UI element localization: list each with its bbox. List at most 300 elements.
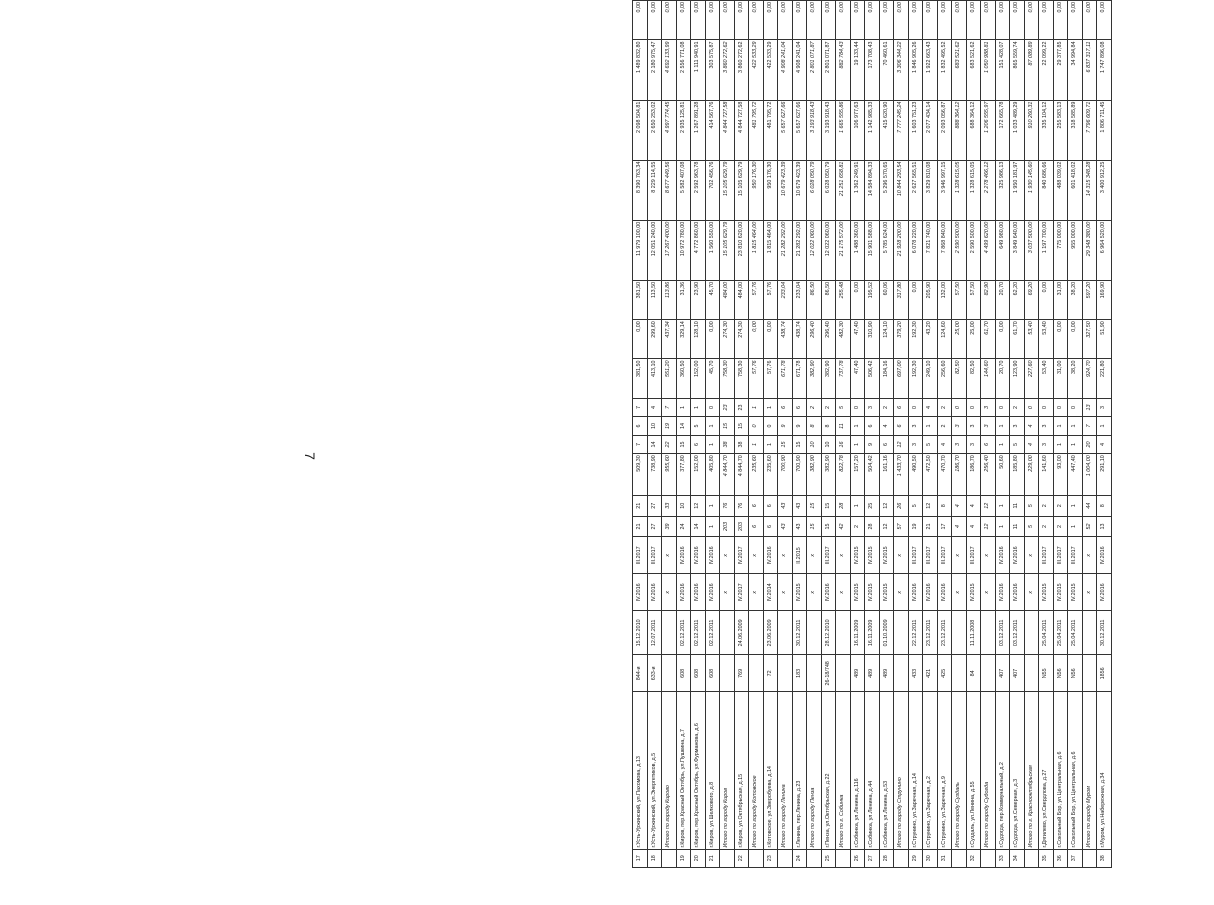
cell-a: 4 <box>966 516 981 537</box>
cell-c: 700,90 <box>778 454 793 496</box>
cell-h: 128,10 <box>691 320 706 359</box>
cell-k: 1 950 181,97 <box>1010 160 1025 220</box>
cell-date <box>1024 611 1039 655</box>
cell-g: 256,60 <box>937 359 952 398</box>
cell-reg <box>807 655 822 692</box>
cell-date: 23.12.2011 <box>937 611 952 655</box>
cell-d: 15 <box>676 435 691 453</box>
cell-addr: г.Котовское, ул.Зверобуева, д.14 <box>763 692 778 849</box>
cell-q: IV.2015 <box>865 574 880 611</box>
cell-d: 20 <box>1082 435 1097 453</box>
cell-g: 360,50 <box>676 359 691 398</box>
cell-q2: III.2017 <box>821 537 836 574</box>
cell-o: 0,00 <box>734 1 749 40</box>
cell-k: 15 105 629,79 <box>734 160 749 220</box>
cell-a: 13 <box>1097 516 1112 537</box>
cell-h: 310,90 <box>865 320 880 359</box>
cell-o: 0,00 <box>792 1 807 40</box>
cell-m: 34 994,84 <box>1068 40 1083 100</box>
cell-k: 2 592 963,78 <box>691 160 706 220</box>
cell-reg: 421 <box>923 655 938 692</box>
cell-l: 2 935 125,81 <box>676 100 691 160</box>
cell-m: 1 846 905,26 <box>908 40 923 100</box>
cell-j: 3 849 640,00 <box>1010 220 1025 280</box>
cell-q2: IV.2016 <box>691 537 706 574</box>
cell-reg: 1856 <box>1097 655 1112 692</box>
cell-date: 25.04.2011 <box>1053 611 1068 655</box>
cell-addr: Итого по городу Ленина <box>778 692 793 849</box>
cell-k: 15 105 629,79 <box>720 160 735 220</box>
cell-h: 192,30 <box>908 320 923 359</box>
cell-e: 10 <box>647 417 662 435</box>
cell-j: 10 972 780,00 <box>676 220 691 280</box>
cell-d: 10 <box>807 435 822 453</box>
cell-o: 0,00 <box>894 1 909 40</box>
cell-q: IV.2016 <box>923 574 938 611</box>
cell-d: 3 <box>1039 435 1054 453</box>
cell-m: 1 832 495,52 <box>937 40 952 100</box>
cell-date: 11.11.2008 <box>966 611 981 655</box>
cell-b: 8 <box>1097 495 1112 516</box>
cell-l: 481 795,72 <box>763 100 778 160</box>
cell-n: 29 <box>908 849 923 867</box>
table-row <box>937 1 952 868</box>
cell-b: 21 <box>633 495 648 516</box>
cell-c: 472,50 <box>923 454 938 496</box>
cell-a: 1 <box>1068 516 1083 537</box>
cell-date <box>836 611 851 655</box>
cell-reg: N56 <box>1053 655 1068 692</box>
cell-q2: III.2017 <box>908 537 923 574</box>
cell-g: 924,70 <box>1082 359 1097 398</box>
cell-f: 0 <box>1053 398 1068 416</box>
cell-a: 12 <box>879 516 894 537</box>
cell-o: 0,00 <box>1024 1 1039 40</box>
cell-b: 12 <box>879 495 894 516</box>
cell-f: 2 <box>879 398 894 416</box>
cell-g: 152,00 <box>691 359 706 398</box>
cell-date: 02.12.2011 <box>676 611 691 655</box>
subtotal-row <box>807 1 822 868</box>
cell-l: 1 603 751,23 <box>908 100 923 160</box>
cell-l: 415 620,90 <box>879 100 894 160</box>
table-row <box>676 1 691 868</box>
cell-f: 2 <box>807 398 822 416</box>
cell-k: 14 315 348,28 <box>1082 160 1097 220</box>
cell-d: 15 <box>778 435 793 453</box>
cell-addr: г.Муром, ул.Набережная, д.34 <box>1097 692 1112 849</box>
cell-l: 7 777 245,24 <box>894 100 909 160</box>
cell-h: 296,40 <box>821 320 836 359</box>
cell-j: 4 499 620,00 <box>981 220 996 280</box>
cell-h: 53,40 <box>1024 320 1039 359</box>
cell-f: 7 <box>633 398 648 416</box>
cell-o: 0,00 <box>705 1 720 40</box>
cell-c: 161,16 <box>879 454 894 496</box>
cell-date <box>894 611 909 655</box>
cell-m: 1 050 988,81 <box>981 40 996 100</box>
cell-q2: III.2017 <box>966 537 981 574</box>
table-row <box>705 1 720 868</box>
cell-k: 5 582 407,08 <box>676 160 691 220</box>
cell-a: 27 <box>647 516 662 537</box>
cell-m: 882 784,43 <box>836 40 851 100</box>
cell-l: 7 796 609,71 <box>1082 100 1097 160</box>
cell-date <box>778 611 793 655</box>
cell-date: 30.12.2011 <box>792 611 807 655</box>
cell-n <box>1082 849 1097 867</box>
cell-reg: 26-18/748 <box>821 655 836 692</box>
cell-f: 0 <box>952 398 967 416</box>
cell-i: 205,90 <box>923 280 938 319</box>
subtotal-row <box>749 1 764 868</box>
cell-g: 697,00 <box>894 359 909 398</box>
cell-k: 488 039,02 <box>1053 160 1068 220</box>
cell-b: 11 <box>1010 495 1025 516</box>
cell-i: 195,52 <box>865 280 880 319</box>
cell-l: 255 583,13 <box>1053 100 1068 160</box>
cell-m: 2 556 771,08 <box>676 40 691 100</box>
cell-e: 9 <box>778 417 793 435</box>
cell-e: 3 <box>908 417 923 435</box>
cell-q: IV.2015 <box>879 574 894 611</box>
cell-i: 82,90 <box>981 280 996 319</box>
cell-e: 4 <box>1024 417 1039 435</box>
cell-i: 45,70 <box>705 280 720 319</box>
cell-d: 22 <box>662 435 677 453</box>
cell-j: 1 488 360,00 <box>850 220 865 280</box>
cell-j: 3 037 500,00 <box>1024 220 1039 280</box>
cell-k: 3 400 912,25 <box>1097 160 1112 220</box>
cell-d: 5 <box>923 435 938 453</box>
cell-b: 1 <box>1068 495 1083 516</box>
cell-f: 7 <box>662 398 677 416</box>
cell-j: 775 000,00 <box>1053 220 1068 280</box>
cell-e: 6 <box>894 417 909 435</box>
cell-b: 33 <box>662 495 677 516</box>
cell-q: IV.2016 <box>995 574 1010 611</box>
cell-k: 2 627 565,51 <box>908 160 923 220</box>
cell-d: 3 <box>966 435 981 453</box>
cell-g: 47,40 <box>850 359 865 398</box>
cell-f: 0 <box>966 398 981 416</box>
cell-k: 10 679 423,39 <box>778 160 793 220</box>
subtotal-row <box>981 1 996 868</box>
cell-a: 28 <box>865 516 880 537</box>
cell-i: 113,50 <box>647 280 662 319</box>
cell-d: 6 <box>691 435 706 453</box>
cell-m: 173 708,43 <box>865 40 880 100</box>
cell-a: 1 <box>705 516 720 537</box>
cell-n: 32 <box>966 849 981 867</box>
cell-d: 5 <box>1010 435 1025 453</box>
cell-addr: г.Струнино, ул.Заречная, д.2 <box>923 692 938 849</box>
cell-reg: 608 <box>676 655 691 692</box>
cell-i: 0,00 <box>1039 280 1054 319</box>
cell-b: 27 <box>647 495 662 516</box>
cell-k: 3 946 997,15 <box>937 160 952 220</box>
cell-addr: г.Собинка, ул.Ленина, д.53 <box>879 692 894 849</box>
cell-m: 1 747 896,08 <box>1097 40 1112 100</box>
cell-q2: III.2017 <box>937 537 952 574</box>
cell-d: 38 <box>720 435 735 453</box>
cell-n: 38 <box>1097 849 1112 867</box>
cell-f: 2 <box>1010 398 1025 416</box>
cell-g: 671,78 <box>792 359 807 398</box>
cell-b: 12 <box>691 495 706 516</box>
cell-reg: 84 <box>966 655 981 692</box>
cell-o: 0,00 <box>1053 1 1068 40</box>
cell-g: 758,30 <box>720 359 735 398</box>
cell-reg: 489 <box>865 655 880 692</box>
cell-o: 0,00 <box>908 1 923 40</box>
cell-q: IV.2016 <box>647 574 662 611</box>
rotated-table-wrapper <box>632 0 1214 868</box>
cell-date: 25.04.2011 <box>1039 611 1054 655</box>
cell-h: 296,40 <box>807 320 822 359</box>
cell-i: 169,90 <box>1097 280 1112 319</box>
cell-l: 1 033 489,29 <box>1010 100 1025 160</box>
cell-i: 57,76 <box>763 280 778 319</box>
cell-d: 6 <box>879 435 894 453</box>
cell-b: 15 <box>821 495 836 516</box>
cell-h: 0,00 <box>749 320 764 359</box>
cell-o: 0,00 <box>1097 1 1112 40</box>
cell-n <box>981 849 996 867</box>
cell-b: 12 <box>981 495 996 516</box>
cell-h: 0,00 <box>1068 320 1083 359</box>
cell-n: 35 <box>1039 849 1054 867</box>
cell-q: IV.2016 <box>821 574 836 611</box>
cell-addr: Итого по городу Судогда <box>981 692 996 849</box>
cell-i: 317,80 <box>894 280 909 319</box>
cell-n <box>749 849 764 867</box>
cell-addr: г.Усть-Уржинский, ул.Пахомова, д.13 <box>633 692 648 849</box>
cell-k: 6 028 050,79 <box>807 160 822 220</box>
cell-a: 21 <box>923 516 938 537</box>
cell-m: 1 111 940,91 <box>691 40 706 100</box>
cell-b: 76 <box>734 495 749 516</box>
table-row <box>734 1 749 868</box>
cell-date <box>952 611 967 655</box>
cell-o: 0,00 <box>865 1 880 40</box>
cell-b: 1 <box>850 495 865 516</box>
cell-g: 82,50 <box>952 359 967 398</box>
cell-q2: x <box>894 537 909 574</box>
cell-i: 62,20 <box>1010 280 1025 319</box>
cell-d: 4 <box>937 435 952 453</box>
cell-i: 57,50 <box>952 280 967 319</box>
cell-f: 4 <box>647 398 662 416</box>
cell-a: 203 <box>734 516 749 537</box>
cell-q: x <box>836 574 851 611</box>
cell-e: 7 <box>1082 417 1097 435</box>
cell-d: 1 <box>1053 435 1068 453</box>
cell-q2: IV.2015 <box>865 537 880 574</box>
cell-l: 1 142 985,33 <box>865 100 880 160</box>
page-number: 7 <box>301 452 318 460</box>
cell-n: 36 <box>1053 849 1068 867</box>
cell-m: 6 837 317,11 <box>1082 40 1097 100</box>
cell-c: 152,00 <box>691 454 706 496</box>
cell-reg: 844-и <box>633 655 648 692</box>
cell-m: 4 908 241,04 <box>792 40 807 100</box>
table-row <box>1068 1 1083 868</box>
table-row <box>792 1 807 868</box>
cell-q: IV.2017 <box>734 574 749 611</box>
cell-o: 0,00 <box>1082 1 1097 40</box>
cell-reg: 769 <box>734 655 749 692</box>
subtotal-row <box>952 1 967 868</box>
cell-a: 6 <box>749 516 764 537</box>
cell-d: 3 <box>952 435 967 453</box>
cell-addr: г.Собинка, ул.Ленина, д.44 <box>865 692 880 849</box>
cell-j: 955 000,00 <box>1068 220 1083 280</box>
cell-n: 30 <box>923 849 938 867</box>
cell-h: 0,00 <box>763 320 778 359</box>
cell-a: 6 <box>763 516 778 537</box>
cell-q2: II.2015 <box>792 537 807 574</box>
cell-l: 5 657 627,66 <box>792 100 807 160</box>
cell-i: 20,70 <box>995 280 1010 319</box>
cell-q2: x <box>952 537 967 574</box>
cell-a: 203 <box>720 516 735 537</box>
cell-j: 649 980,00 <box>995 220 1010 280</box>
cell-k: 8 677 449,56 <box>662 160 677 220</box>
cell-f: 0 <box>908 398 923 416</box>
cell-i: 113,86 <box>662 280 677 319</box>
cell-d: 14 <box>647 435 662 453</box>
table-row <box>1039 1 1054 868</box>
cell-n: 28 <box>879 849 894 867</box>
cell-n <box>952 849 967 867</box>
cell-l: 910 260,31 <box>1024 100 1039 160</box>
cell-h: 437,34 <box>662 320 677 359</box>
cell-addr: Итого по г. Собинка <box>836 692 851 849</box>
cell-c: 256,40 <box>981 454 996 496</box>
cell-addr: Итого по городу Пенза <box>807 692 822 849</box>
cell-f: 5 <box>836 398 851 416</box>
cell-i: 233,04 <box>792 280 807 319</box>
cell-a: 2 <box>1039 516 1054 537</box>
cell-e: 3 <box>966 417 981 435</box>
cell-k: 950 176,30 <box>763 160 778 220</box>
cell-n: 34 <box>1010 849 1025 867</box>
cell-e: 1 <box>995 417 1010 435</box>
cell-b: 8 <box>937 495 952 516</box>
cell-k: 702 456,76 <box>705 160 720 220</box>
cell-k: 10 844 293,54 <box>894 160 909 220</box>
cell-c: 186,70 <box>952 454 967 496</box>
cell-b: 76 <box>720 495 735 516</box>
cell-g: 381,50 <box>633 359 648 398</box>
cell-l: 888 364,12 <box>952 100 967 160</box>
subtotal-row <box>1024 1 1039 868</box>
cell-j: 1 815 464,00 <box>763 220 778 280</box>
cell-q2: x <box>807 537 822 574</box>
cell-q: IV.2016 <box>1010 574 1025 611</box>
cell-reg <box>894 655 909 692</box>
cell-g: 192,30 <box>908 359 923 398</box>
cell-f: 1 <box>749 398 764 416</box>
cell-d: 1 <box>705 435 720 453</box>
cell-f: 23 <box>720 398 735 416</box>
cell-addr: Итого по городу Киров <box>720 692 735 849</box>
table-row <box>763 1 778 868</box>
table-row <box>647 1 662 868</box>
cell-f: 6 <box>778 398 793 416</box>
cell-q: x <box>1024 574 1039 611</box>
cell-e: 11 <box>836 417 851 435</box>
cell-n: 20 <box>691 849 706 867</box>
cell-h: 329,14 <box>676 320 691 359</box>
cell-i: 38,20 <box>1068 280 1083 319</box>
cell-e: 1 <box>1053 417 1068 435</box>
cell-c: 738,90 <box>647 454 662 496</box>
cell-k: 950 176,30 <box>749 160 764 220</box>
cell-j: 12 051 240,00 <box>647 220 662 280</box>
cell-o: 0,00 <box>879 1 894 40</box>
cell-o: 0,00 <box>1010 1 1025 40</box>
cell-n: 21 <box>705 849 720 867</box>
cell-addr: г.Собинка, ул.Ленина, д.116 <box>850 692 865 849</box>
cell-addr: г.Усть-Уржинский, ул.Энергетиков, д.5 <box>647 692 662 849</box>
cell-l: 1 267 891,28 <box>691 100 706 160</box>
cell-m: 22 099,22 <box>1039 40 1054 100</box>
cell-i: 57,50 <box>966 280 981 319</box>
cell-f: 2 <box>937 398 952 416</box>
cell-o: 0,00 <box>749 1 764 40</box>
cell-q: IV.2015 <box>1068 574 1083 611</box>
cell-f: 6 <box>894 398 909 416</box>
cell-h: 53,40 <box>1039 320 1054 359</box>
cell-l: 481 795,72 <box>749 100 764 160</box>
cell-g: 249,10 <box>923 359 938 398</box>
cell-e: 15 <box>720 417 735 435</box>
cell-o: 0,00 <box>778 1 793 40</box>
cell-addr: г.Ленина, пер.Ленина, д.23 <box>792 692 807 849</box>
cell-a: 15 <box>821 516 836 537</box>
cell-e: 4 <box>879 417 894 435</box>
cell-a: 15 <box>807 516 822 537</box>
cell-addr: г.Судогда, пер.Коммунальный, д.2 <box>995 692 1010 849</box>
cell-j: 11 979 100,00 <box>633 220 648 280</box>
cell-l: 2 098 504,81 <box>633 100 648 160</box>
cell-q2: IV.2016 <box>1097 537 1112 574</box>
cell-b: 5 <box>1024 495 1039 516</box>
cell-n: 27 <box>865 849 880 867</box>
cell-l: 4 844 727,58 <box>734 100 749 160</box>
cell-q: IV.2016 <box>937 574 952 611</box>
cell-j: 1 815 464,00 <box>749 220 764 280</box>
cell-f: 2 <box>821 398 836 416</box>
cell-q: IV.2015 <box>792 574 807 611</box>
cell-j: 6 964 520,00 <box>1097 220 1112 280</box>
cell-c: 490,50 <box>908 454 923 496</box>
table-row <box>995 1 1010 868</box>
cell-l: 1 665 555,86 <box>836 100 851 160</box>
cell-i: 57,76 <box>749 280 764 319</box>
cell-q: IV.2016 <box>705 574 720 611</box>
cell-c: 700,90 <box>792 454 807 496</box>
cell-reg <box>1024 655 1039 692</box>
table-row <box>966 1 981 868</box>
cell-q: x <box>749 574 764 611</box>
cell-f: 0 <box>995 398 1010 416</box>
cell-d: 7 <box>633 435 648 453</box>
cell-m: 683 521,62 <box>966 40 981 100</box>
cell-h: 43,20 <box>923 320 938 359</box>
